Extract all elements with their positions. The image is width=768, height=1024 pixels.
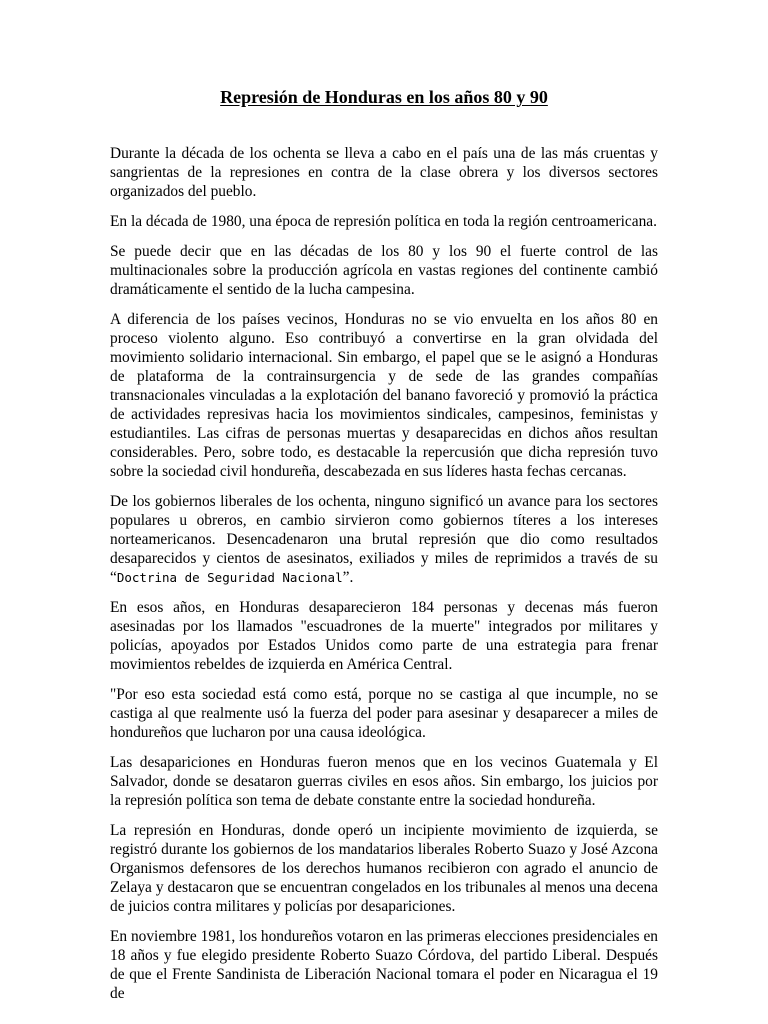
paragraph-7: "Por eso esta sociedad está como está, porque no se castiga al que incumple, no se castiga al que realmente usó la fuerza del poder para asesinar y desaparecer a miles de hondureños que lucharon por una causa ideológica.	[110, 686, 658, 741]
paragraph-8: Las desapariciones en Honduras fueron menos que en los vecinos Guatemala y El Salvador, donde se desataron guerras civiles en esos años. Sin embargo, los juicios por la represión política son tema de debate constante entre la sociedad hondureña.	[110, 754, 658, 809]
paragraph-6: En esos años, en Honduras desaparecieron 184 personas y decenas más fueron asesinadas por los llamados "escuadrones de la muerte" integrados por militares y policías, apoyados por Estados Unidos como parte de una estrategia para frenar movimientos rebeldes de izquierda en América Central.	[110, 599, 658, 673]
paragraph-5-end: ”.	[342, 569, 354, 586]
paragraph-5	[110, 492, 658, 587]
document-title: Represión de Honduras en los años 80 y 90	[220, 87, 548, 107]
paragraph-5-text: De los gobiernos liberales de los ochenta, ninguno significó un avance para los sectores populares u obreros, en cambio sirvieron como gobiernos títeres a los intereses norteamericanos. Desencadenaron una brutal represión que dio como resultados desaparecidos y cientos de asesinatos, exiliados y miles de reprimidos a través de su “	[110, 493, 658, 586]
paragraph-1: Durante la década de los ochenta se lleva a cabo en el país una de las más cruentas y sangrientas de la represiones en contra de la clase obrera y los diversos sectores organizados del pueblo.	[110, 145, 658, 200]
paragraph-2: En la década de 1980, una época de represión política en toda la región centroamericana.	[110, 213, 657, 230]
paragraph-4: A diferencia de los países vecinos, Honduras no se vio envuelta en los años 80 en proceso violento alguno. Eso contribuyó a convertirse en la gran olvidada del movimiento solidario internacional. Sin embargo, el papel que se le asignó a Honduras de plataforma de la contrainsurgencia y de sede de las grandes compañías transnacionales vinculadas a la explotación del banano favoreció y promovió la práctica de actividades represivas hacia los movimientos sindicales, campesinos, feministas y estudiantiles. Las cifras de personas muertas y desaparecidas en dichos años resultan considerables. Pero, sobre todo, es destacable la repercusión que dicha represión tuvo sobre la sociedad civil hondureña, descabezada en sus líderes hasta fechas cercanas.	[110, 311, 658, 480]
paragraph-9: La represión en Honduras, donde operó un incipiente movimiento de izquierda, se registró durante los gobiernos de los mandatarios liberales Roberto Suazo y José Azcona Organismos defensores de los derechos humanos recibieron con agrado el anuncio de Zelaya y destacaron que se encuentran congelados en los tribunales al menos una decena de juicios contra militares y policías por desapariciones.	[110, 822, 658, 915]
document-body	[110, 144, 658, 1014]
paragraph-10: En noviembre 1981, los hondureños votaron en las primeras elecciones presidenciales en 18 años y fue elegido presidente Roberto Suazo Córdova, del partido Liberal. Después de que el Frente Sandinista de Liberación Nacional tomara el poder en Nicaragua el 19 de	[110, 928, 658, 1002]
paragraph-3: Se puede decir que en las décadas de los 80 y los 90 el fuerte control de las multinacionales sobre la producción agrícola en vastas regiones del continente cambió dramáticamente el sentido de la lucha campesina.	[110, 243, 658, 298]
doctrine-name: Doctrina de Seguridad Nacional	[116, 570, 343, 585]
